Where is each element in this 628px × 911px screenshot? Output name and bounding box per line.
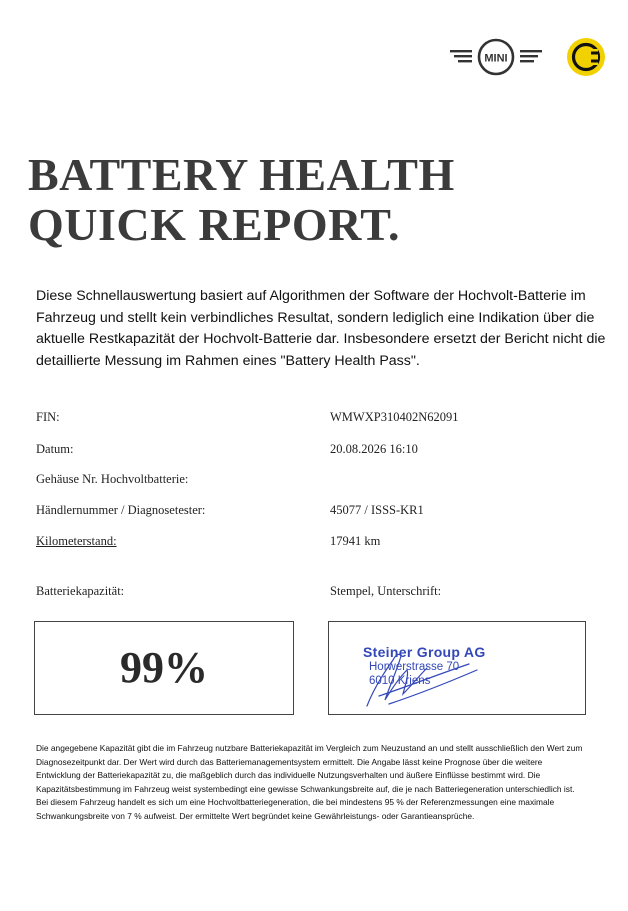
capacity-box <box>34 621 294 715</box>
mileage-label: Kilometerstand: <box>36 534 117 548</box>
dealer-number-value: 45077 / ISSS-KR1 <box>330 503 424 517</box>
mini-logo <box>448 36 544 80</box>
disclaimer-text: Die angegebene Kapazität gibt die im Fahrzeug nutzbare Batteriekapazität im Vergleich zum Neuzustand an und stellt ausschließlich den Wert zum Diagnosezeitpunkt dar. Der Wert wird durch das Batteriemanagementsystem ermittelt. Die Angabe lässt keine Prognose über die weitere Entwicklung der Batteriekapazität zu, die maßgeblich durch das individuelle Nutzungsverhalten und äußere Einflüsse bestimmt wird. Die Kapazitätsbestimmung im Fahrzeug weist systembedingt eine gewisse Schwankungsbreite auf, die je nach Batteriegeneration unterschiedlich ist. Bei diesem Fahrzeug handelt es sich um eine Hochvoltbatteriegeneration, die bei mindestens 95 % der Referenzmessungen eine maximale Schwankungsbreite von 7 % aufweist. Der ermittelte Wert begründet keine Gewährleistungs- oder Garantieansprüche. <box>36 743 583 821</box>
title-line-1: BATTERY HEALTH <box>28 149 455 200</box>
electric-plug-icon <box>565 36 607 78</box>
stamp-box <box>328 621 586 715</box>
battery-housing-label: Gehäuse Nr. Hochvoltbatterie: <box>36 472 189 486</box>
intro-paragraph: Diese Schnellauswertung basiert auf Algorithmen der Software der Hochvolt-Batterie im Fahrzeug und stellt kein verbindliches Resultat, sondern lediglich eine Indikation über die aktuelle Restkapazität der Hochvolt-Batterie dar. Insbesondere ersetzt der Bericht nicht die detaillierte Messung im Rahmen eines "Battery Health Pass". <box>36 288 606 369</box>
capacity-label: Batteriekapazität: <box>36 584 125 598</box>
stamp-city: 6010 Kriens <box>369 675 431 687</box>
date-label: Datum: <box>36 442 74 456</box>
stamp-label: Stempel, Unterschrift: <box>330 584 442 598</box>
title-line-2: QUICK REPORT. <box>28 199 401 250</box>
capacity-value: 99% <box>120 643 208 692</box>
report-title <box>28 150 455 250</box>
dealer-number-label: Händlernummer / Diagnosetester: <box>36 503 206 517</box>
mileage-value: 17941 km <box>330 534 381 548</box>
fin-label: FIN: <box>36 410 60 424</box>
stamp-street: Horwerstrasse 70 <box>369 661 460 673</box>
fin-value: WMWXP310402N62091 <box>330 410 459 424</box>
stamp-company: Steiner Group AG <box>363 644 486 660</box>
date-value: 20.08.2026 16:10 <box>330 442 418 456</box>
svg-text:MINI: MINI <box>484 52 508 65</box>
handwritten-signature <box>349 630 519 712</box>
